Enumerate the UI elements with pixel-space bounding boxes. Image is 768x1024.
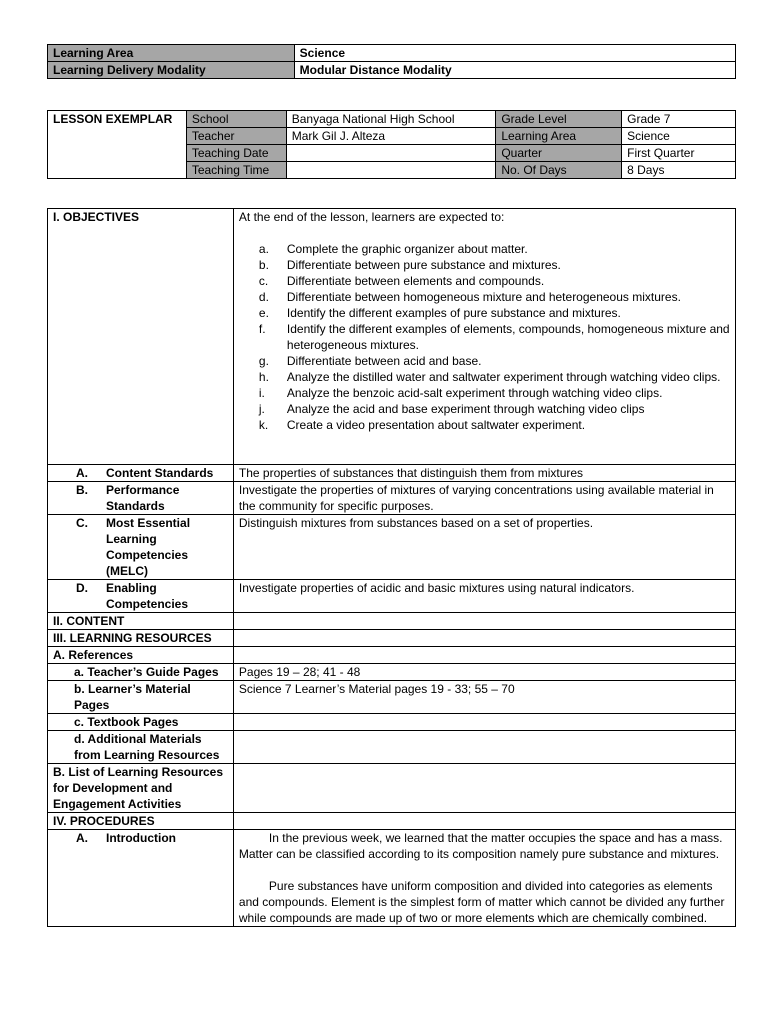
learning-area-label-2: Learning Area [496,128,622,145]
table-row [48,681,736,714]
lesson-exemplar-table [47,110,736,179]
learning-area-value-2: Science [622,128,736,145]
textbook-pages-value [233,714,735,731]
objectives-intro: At the end of the lesson, learners are expected to: [238,210,505,224]
quarter-label: Quarter [496,145,622,162]
melc-value: Distinguish mixtures from substances based on a set of properties. [233,515,735,580]
school-value: Banyaga National High School [286,111,496,128]
list-item: a. Complete the graphic organizer about matter. [258,242,528,256]
table-row [48,764,736,813]
grade-level-label: Grade Level [496,111,622,128]
table-row [48,664,736,681]
table-row [48,515,736,580]
table-row [48,647,736,664]
references-label: A. References [48,647,234,664]
lesson-exemplar-title: LESSON EXEMPLAR [48,111,187,179]
additional-materials-label: d. Additional Materials from Learning Resources [48,731,234,764]
learners-material-label: b. Learner’s Material Pages [48,681,234,714]
lesson-plan-table [47,208,736,927]
introduction-value [233,830,735,927]
delivery-modality-label: Learning Delivery Modality [48,62,295,79]
teachers-guide-value: Pages 19 – 28; 41 - 48 [233,664,735,681]
table-row [48,714,736,731]
content-standards-value: The properties of substances that distinguish them from mixtures [233,465,735,482]
learning-area-table [47,44,736,79]
list-item: c. Differentiate between elements and compounds. [258,274,545,288]
table-row [48,613,736,630]
table-row [48,830,736,927]
list-learning-resources-label: B. List of Learning Resources for Development and Engagement Activities [48,764,234,813]
additional-materials-value [233,731,735,764]
teachers-guide-label: a. Teacher’s Guide Pages [48,664,234,681]
objectives-list [239,241,730,433]
teaching-date-label: Teaching Date [186,145,286,162]
teacher-value: Mark Gil J. Alteza [286,128,496,145]
table-row [48,45,736,62]
table-row [48,482,736,515]
teaching-time-label: Teaching Time [186,162,286,179]
table-row [48,813,736,830]
list-item: d. Differentiate between homogeneous mixture and heterogeneous mixtures. [258,290,681,304]
learning-resources-value [233,630,735,647]
grade-level-value: Grade 7 [622,111,736,128]
list-item: e. Identify the different examples of pure substance and mixtures. [258,306,621,320]
days-value: 8 Days [622,162,736,179]
table-row [48,209,736,465]
procedures-label: IV. PROCEDURES [48,813,234,830]
list-item: f. Identify the different examples of elements, compounds, homogeneous mixture and heterogeneous mixtures. [258,322,730,352]
list-item: h. Analyze the distilled water and saltwater experiment through watching video clips. [258,370,721,384]
content-label: II. CONTENT [48,613,234,630]
list-item: g. Differentiate between acid and base. [258,354,482,368]
performance-standards-label: B. Performance Standards [48,482,234,515]
learning-resources-label: III. LEARNING RESOURCES [48,630,234,647]
list-item: k. Create a video presentation about saltwater experiment. [258,418,586,432]
school-label: School [186,111,286,128]
enabling-competencies-value: Investigate properties of acidic and basic mixtures using natural indicators. [233,580,735,613]
melc-label: C. Most Essential Learning Competencies (MELC) [48,515,234,580]
teacher-label: Teacher [186,128,286,145]
procedures-value [233,813,735,830]
teaching-date-value [286,145,496,162]
quarter-value: First Quarter [622,145,736,162]
teaching-time-value [286,162,496,179]
introduction-label: A. Introduction [48,830,234,927]
list-item: i. Analyze the benzoic acid-salt experiment through watching video clips. [258,386,663,400]
table-row [48,111,736,128]
content-value [233,613,735,630]
delivery-modality-value: Modular Distance Modality [294,62,735,79]
objectives-cell [233,209,735,465]
table-row [48,630,736,647]
learners-material-value: Science 7 Learner’s Material pages 19 - 33; 55 – 70 [233,681,735,714]
table-row [48,465,736,482]
performance-standards-value: Investigate the properties of mixtures of varying concentrations using available material in the community for specific purposes. [233,482,735,515]
textbook-pages-label: c. Textbook Pages [48,714,234,731]
introduction-paragraph-1: In the previous week, we learned that the matter occupies the space and has a mass. Matter can be classified according to its composition namely pure substance and mixtures. [238,831,723,861]
table-row [48,731,736,764]
list-item: b. Differentiate between pure substance and mixtures. [258,258,561,272]
enabling-competencies-label: D. Enabling Competencies [48,580,234,613]
table-row [48,580,736,613]
introduction-paragraph-2: Pure substances have uniform composition and divided into categories as elements and compounds. Element is the simplest form of matter which cannot be divided any further while compounds are made up of two or more elements which are chemically combined. [238,879,725,925]
content-standards-label: A. Content Standards [48,465,234,482]
objectives-label: I. OBJECTIVES [48,209,234,465]
learning-area-label: Learning Area [48,45,295,62]
days-label: No. Of Days [496,162,622,179]
list-learning-resources-value [233,764,735,813]
list-item: j. Analyze the acid and base experiment through watching video clips [258,402,645,416]
learning-area-value: Science [294,45,735,62]
references-value [233,647,735,664]
table-row [48,62,736,79]
